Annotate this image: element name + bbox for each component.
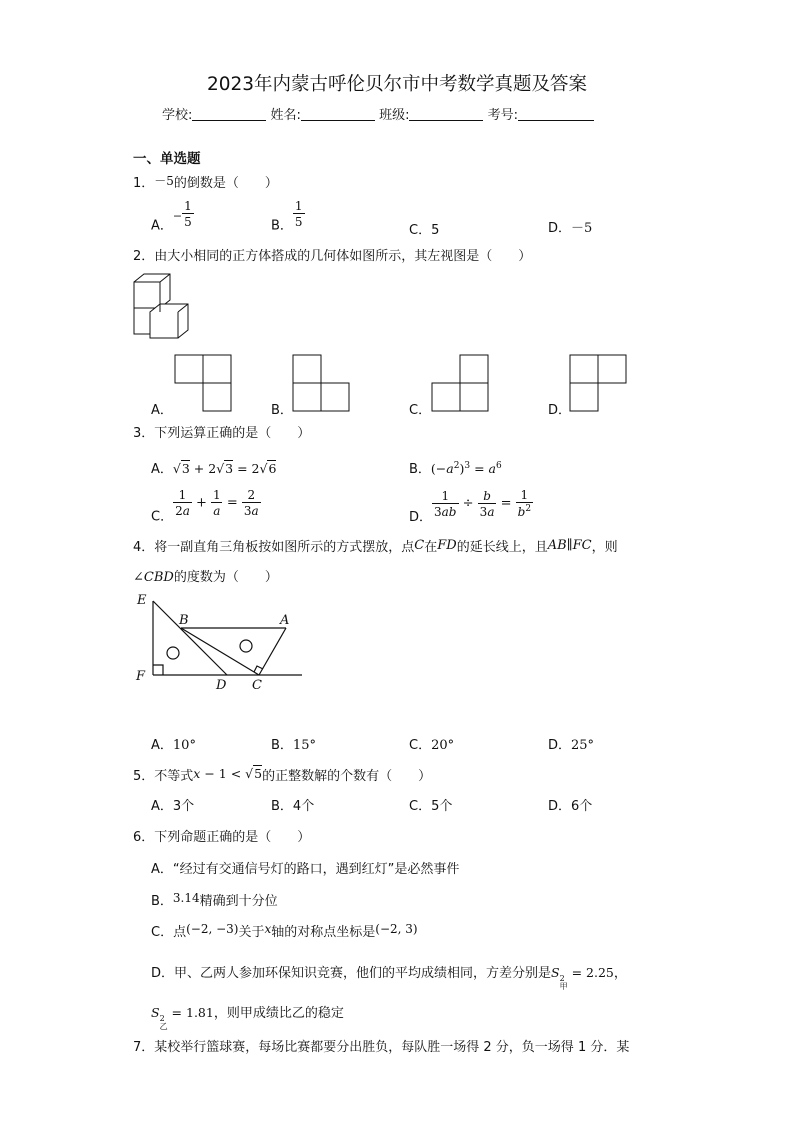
section-title: 一、单选题 bbox=[133, 151, 201, 167]
class-label: 班级: bbox=[379, 108, 410, 123]
q2-option-b-figure[interactable] bbox=[290, 353, 352, 413]
label-e: E bbox=[137, 593, 147, 608]
q6-stem: 6．下列命题正确的是（ ） bbox=[133, 830, 311, 845]
q1-option-d[interactable]: D．－5 bbox=[548, 221, 593, 236]
name-label: 姓名: bbox=[270, 108, 301, 123]
q3-option-d[interactable]: D． $\frac{1}{3ab}$ ÷ $\frac{b}{3a}$ = $\frac{1}{b^2}$ bbox=[409, 488, 532, 525]
q7-stem: 7．某校举行篮球赛，每场比赛都要分出胜负，每队胜一场得 2 分，负一场得 1 分．某 bbox=[133, 1040, 630, 1055]
q1-stem bbox=[133, 172, 278, 191]
q3-option-b[interactable]: B．$(-a^2)^3 = a^6$ bbox=[409, 460, 502, 477]
q6-option-d-line1[interactable]: D．甲、乙两人参加环保知识竞赛，他们的平均成绩相同，方差分别是S 2 甲 = 2.25， bbox=[151, 965, 627, 991]
q6-option-b[interactable]: B．3.14精确到十分位 bbox=[151, 891, 278, 909]
q4-triangle-figure bbox=[128, 588, 308, 694]
q5-option-d[interactable]: D．6个 bbox=[548, 799, 593, 814]
q1-suffix: 的倒数是（ ） bbox=[173, 176, 278, 191]
name-blank[interactable] bbox=[301, 108, 375, 121]
q4-option-d[interactable]: D．25° bbox=[548, 738, 595, 753]
q1-option-c[interactable]: C．5 bbox=[409, 223, 440, 238]
number-label: 考号: bbox=[487, 108, 518, 123]
q3-option-a[interactable]: A．√3 + 2√3 = 2√6 bbox=[151, 461, 277, 477]
q3-option-c[interactable]: C． $\frac{1}{2a}$ + $\frac{1}{a}$ = $\frac{2}{3a}$ bbox=[151, 488, 259, 525]
q1-option-b[interactable]: B． $\frac{1}{5}$ bbox=[271, 199, 303, 234]
q1-number: 1． bbox=[133, 176, 155, 191]
cube-stack-figure bbox=[130, 272, 210, 342]
q2-option-b-label[interactable]: B． bbox=[271, 403, 293, 418]
school-blank[interactable] bbox=[192, 108, 266, 121]
q2-option-d-label[interactable]: D． bbox=[548, 403, 572, 418]
q4-stem-line1: 4．将一副直角三角板按如图所示的方式摆放，点C在FD的延长线上，且AB∥FC，则 bbox=[133, 538, 618, 555]
q5-stem: 5．不等式x − 1 < √5的正整数解的个数有（ ） bbox=[133, 766, 432, 784]
q2-option-c-figure[interactable] bbox=[429, 353, 491, 413]
q2-option-c-label[interactable]: C． bbox=[409, 403, 432, 418]
class-blank[interactable] bbox=[409, 108, 483, 121]
q4-option-a[interactable]: A．10° bbox=[151, 738, 196, 753]
q2-option-a-label[interactable]: A． bbox=[151, 403, 173, 418]
q2-option-d-figure[interactable] bbox=[567, 353, 629, 413]
student-info-line bbox=[162, 104, 594, 123]
q6-option-a[interactable]: A．“经过有交通信号灯的路口，遇到红灯”是必然事件 bbox=[151, 862, 460, 877]
q5-option-a[interactable]: A．3个 bbox=[151, 799, 195, 814]
q2-stem: 2．由大小相同的正方体搭成的几何体如图所示，其左视图是（ ） bbox=[133, 249, 532, 264]
label-c: C bbox=[252, 678, 262, 693]
number-blank[interactable] bbox=[518, 108, 594, 121]
q1-value: －5 bbox=[154, 174, 174, 188]
label-a: A bbox=[280, 613, 290, 628]
label-d: D bbox=[216, 678, 227, 693]
school-label: 学校: bbox=[162, 108, 193, 123]
label-f: F bbox=[136, 669, 146, 684]
page-title: 2023年内蒙古呼伦贝尔市中考数学真题及答案 bbox=[206, 74, 588, 95]
q4-option-c[interactable]: C．20° bbox=[409, 738, 455, 753]
q3-stem: 3．下列运算正确的是（ ） bbox=[133, 426, 311, 441]
q4-stem-line2: ∠CBD的度数为（ ） bbox=[133, 570, 278, 585]
label-b: B bbox=[179, 613, 189, 628]
q2-option-a-figure[interactable] bbox=[172, 353, 234, 413]
q6-option-c[interactable]: C．点(−2, −3)关于x轴的对称点坐标是(−2, 3) bbox=[151, 922, 418, 940]
q5-option-b[interactable]: B．4个 bbox=[271, 799, 315, 814]
q6-option-d-line2[interactable]: S 2 乙 = 1.81，则甲成绩比乙的稳定 bbox=[151, 1005, 344, 1031]
q1-option-a[interactable]: A．− $\frac{1}{5}$ bbox=[151, 199, 192, 234]
q5-option-c[interactable]: C．5个 bbox=[409, 799, 453, 814]
q4-option-b[interactable]: B．15° bbox=[271, 738, 316, 753]
